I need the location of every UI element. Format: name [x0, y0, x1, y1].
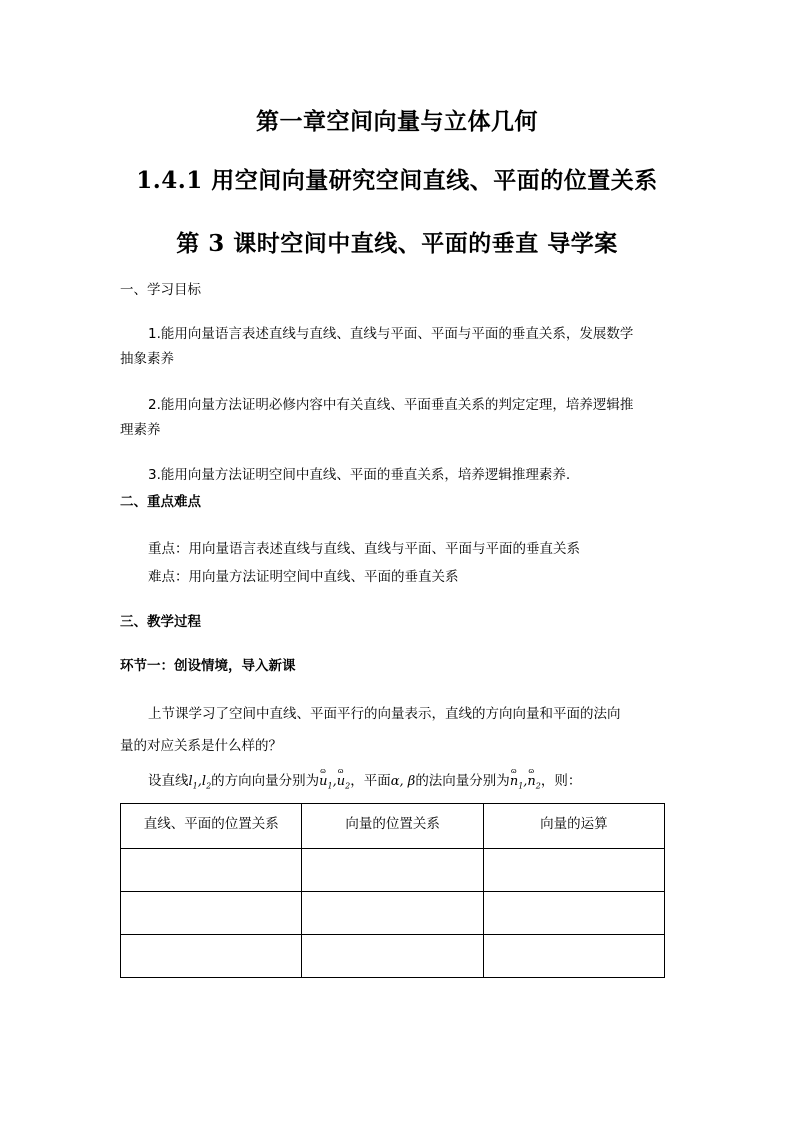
table-header-cell: 向量的位置关系 [302, 804, 483, 849]
intro-paragraph-line-2: 量的对应关系是什么样的？ [120, 738, 282, 754]
direction-vectors-symbol: ɷ $u_1,ɷ$ $u_2$ [319, 774, 350, 789]
table-header-row [121, 804, 665, 849]
objective-1-line-2: 抽象素养 [120, 351, 174, 367]
setup-text-b: 的方向向量分别为 [211, 773, 320, 789]
table-cell [483, 849, 664, 892]
table-cell [302, 849, 483, 892]
objective-3: 3.能用向量方法证明空间中直线、平面的垂直关系，培养逻辑推理素养. [148, 467, 571, 483]
table-cell [121, 892, 302, 935]
process-heading: 三、教学过程 [120, 614, 201, 630]
table-cell [121, 935, 302, 978]
objectives-heading: 一、学习目标 [120, 282, 201, 298]
table-cell [302, 892, 483, 935]
line-l1-symbol: $l_1,l_2$ [188, 774, 212, 791]
key-point-difficulty: 难点：用向量方法证明空间中直线、平面的垂直关系 [148, 569, 459, 585]
objective-1-line-1: 1.能用向量语言表述直线与直线、直线与平面、平面与平面的垂直关系，发展数学 [148, 326, 634, 342]
setup-text-d: 的法向量分别为 [415, 773, 510, 789]
objective-2-line-2: 理素养 [120, 422, 161, 438]
step-1-heading: 环节一：创设情境，导入新课 [120, 658, 296, 674]
planes-symbol: α, β [390, 774, 416, 789]
table-row [121, 892, 665, 935]
setup-text-e: ，则： [540, 773, 582, 789]
table-row [121, 849, 665, 892]
lesson-title: 第 3 课时空间中直线、平面的垂直 导学案 [176, 230, 618, 257]
relationship-table [120, 803, 665, 978]
setup-sentence [120, 769, 708, 799]
table-row [121, 935, 665, 978]
key-point-focus: 重点：用向量语言表述直线与直线、直线与平面、平面与平面的垂直关系 [148, 541, 580, 557]
intro-paragraph-line-1: 上节课学习了空间中直线、平面平行的向量表示，直线的方向向量和平面的法向 [148, 706, 621, 722]
table-cell [483, 935, 664, 978]
table-cell [121, 849, 302, 892]
setup-text-a: 设直线 [148, 773, 189, 789]
key-points-heading: 二、重点难点 [120, 494, 201, 510]
table-header-cell: 向量的运算 [483, 804, 664, 849]
normal-vectors-symbol: ɷ $n_1,ɷ$ $n_2$ [510, 774, 541, 789]
table-cell [302, 935, 483, 978]
chapter-title: 第一章空间向量与立体几何 [256, 108, 538, 135]
section-title: 1.4.1 用空间向量研究空间直线、平面的位置关系 [136, 167, 658, 194]
setup-text-c: ，平面 [350, 773, 391, 789]
table-cell [483, 892, 664, 935]
objective-2-line-1: 2.能用向量方法证明必修内容中有关直线、平面垂直关系的判定定理，培养逻辑推 [148, 397, 634, 413]
table-header-cell: 直线、平面的位置关系 [121, 804, 302, 849]
